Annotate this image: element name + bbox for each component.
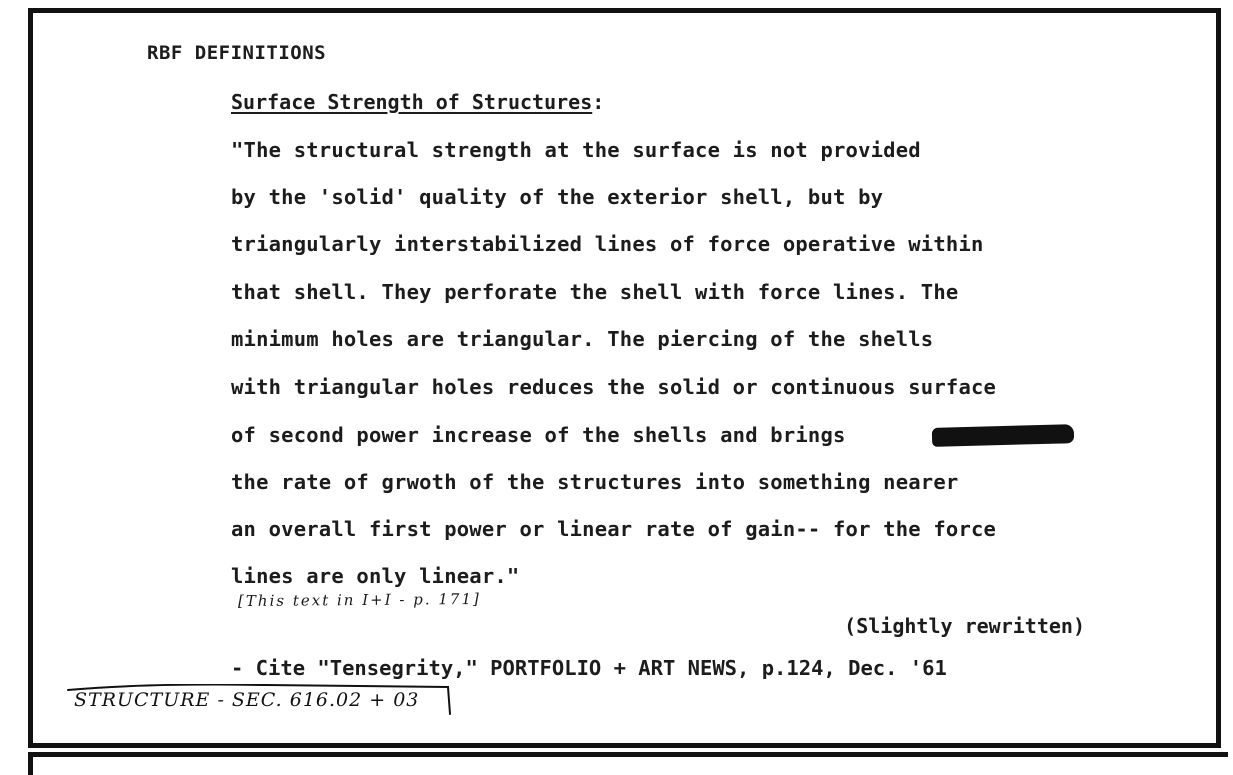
body-line: lines are only linear." xyxy=(231,564,520,588)
definition-title xyxy=(231,90,604,114)
body-line: the rate of grwoth of the structures into something nearer xyxy=(231,470,959,494)
definition-title-colon: : xyxy=(592,90,605,114)
citation: - Cite "Tensegrity," PORTFOLIO + ART NEWS, p.124, Dec. '61 xyxy=(231,656,947,680)
next-card-border xyxy=(28,752,1228,775)
body-line: triangularly interstabilized lines of force operative within xyxy=(231,232,984,256)
body-line: with triangular holes reduces the solid or continuous surface xyxy=(231,375,997,399)
structure-note: STRUCTURE - SEC. 616.02 + 03 xyxy=(74,689,420,711)
document-header: RBF DEFINITIONS xyxy=(147,42,327,64)
body-line: by the 'solid' quality of the exterior shell, but by xyxy=(231,185,884,209)
handwritten-note: [This text in I+I - p. 171] xyxy=(237,589,481,611)
redaction-mark xyxy=(932,424,1074,447)
body-line: an overall first power or linear rate of gain-- for the force xyxy=(231,517,997,541)
rewritten-note: (Slightly rewritten) xyxy=(844,614,1085,638)
body-line: "The structural strength at the surface is not provided xyxy=(231,138,921,162)
body-line: that shell. They perforate the shell with force lines. The xyxy=(231,280,959,304)
definition-title-text: Surface Strength of Structures xyxy=(231,90,593,114)
body-line: minimum holes are triangular. The piercing of the shells xyxy=(231,327,934,351)
body-line: of second power increase of the shells and brings xyxy=(231,423,846,447)
